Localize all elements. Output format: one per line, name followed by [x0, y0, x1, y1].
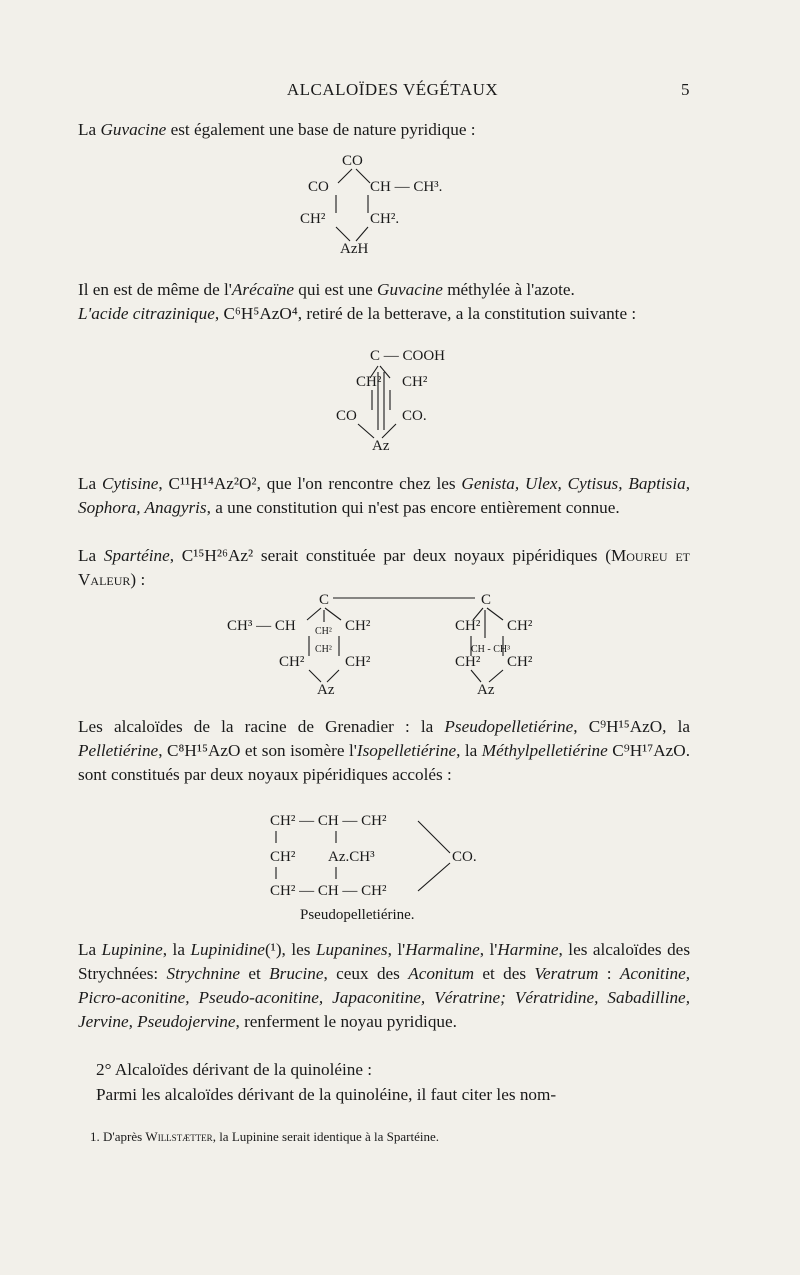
- paragraph-citrazinique: L'acide citrazinique, C⁶H⁵AzO⁴, retiré de la betterave, a la constitution suivante :: [78, 304, 637, 323]
- pp-center-mid: Az.CH³: [328, 849, 375, 865]
- pp-left-mid: CH²: [270, 849, 296, 865]
- pp-row1: CH² — CH — CH²: [270, 813, 387, 829]
- footnote-author: Willstætter: [145, 1129, 213, 1144]
- spa-r2-left-upper: CH²: [455, 618, 481, 634]
- spa-r1-inner2: CH²: [315, 644, 332, 655]
- term-sparteine: Spartéine: [103, 546, 170, 565]
- spa-r2-right-upper: CH²: [507, 618, 533, 634]
- paragraph-grenadier: Les alcaloïdes de la racine de Grenadier : la Pseudopelletiérine, C⁹H¹⁵AzO, la Pelletiérine, C⁸H¹⁵AzO et son isomère l'Isopelletiérine, la Méthylpelletiérine C⁹H¹⁷AzO. sont constitués par deux noyaux pipéridiques accolés :: [78, 717, 691, 784]
- guv-left-lower: CH²: [300, 211, 326, 227]
- pp-caption: Pseudopelletiérine.: [300, 907, 415, 923]
- formula-sparteine: [225, 588, 545, 703]
- term-arecaine: Arécaïne: [231, 280, 294, 299]
- header-title: ALCALOÏDES VÉGÉTAUX: [286, 80, 499, 99]
- spa-r2-bottom: Az: [477, 682, 495, 698]
- formula-pseudopelletierine: [270, 805, 500, 925]
- alkaloid-list: Aconitine, Picro-aconitine, Pseudo-aconitine, Japaconitine, Vératrine; Vératridine, Sabadilline, Jervine, Pseudojervine: [78, 964, 690, 1031]
- guv-left-upper: CO: [308, 179, 329, 195]
- footnote: 1. D'après Willstætter, la Lupinine serait identique à la Spartéine.: [90, 1129, 440, 1144]
- term-acide-citrazinique: L'acide citrazinique: [78, 304, 215, 323]
- term-pseudopelletierine: Pseudopelletiérine: [444, 717, 574, 736]
- term-pelletierine: Pelletiérine: [78, 741, 159, 760]
- term-methylpelletierine: Méthylpelletiérine: [481, 741, 608, 760]
- guv-bottom: AzH: [340, 241, 369, 257]
- spa-r2-left-lower: CH²: [455, 654, 481, 670]
- paragraph-quinoleine: Parmi les alcaloïdes dérivant de la quinoléine, il faut citer les nom-: [96, 1085, 557, 1104]
- formula-guvacine: [270, 145, 490, 260]
- cit-right-upper: CH²: [402, 374, 428, 390]
- pp-right: CO.: [452, 849, 477, 865]
- formula-citrazinique: [330, 342, 500, 457]
- spa-top-left: C: [319, 592, 330, 608]
- spa-r2-inner: CH - CH³: [471, 644, 511, 655]
- guv-right-lower: CH².: [370, 211, 400, 227]
- pp-row3: CH² — CH — CH²: [270, 883, 387, 899]
- cit-left-upper: CH²: [356, 374, 382, 390]
- term-guvacine: Guvacine: [100, 120, 167, 139]
- spa-r1-left-lower: CH²: [279, 654, 305, 670]
- paragraph-arecaine: Il en est de même de l'Arécaïne qui est une Guvacine méthylée à l'azote.: [78, 280, 575, 299]
- cit-left-lower: CO: [336, 408, 357, 424]
- page-number: 5: [681, 80, 690, 99]
- plant-genera: Genista, Ulex, Cytisus, Baptisia, Sophora, Anagyris: [78, 474, 690, 517]
- spa-r1-right-lower: CH²: [345, 654, 371, 670]
- spa-r1-bottom: Az: [317, 682, 335, 698]
- term-cytisine: Cytisine: [102, 474, 159, 493]
- spa-methyl: CH³ — CH: [227, 618, 296, 634]
- paragraph-cytisine: La Cytisine, C¹¹H¹⁴Az²O², que l'on rencontre chez les Genista, Ulex, Cytisus, Baptisia, Sophora, Anagyris, a une constitution qui n'est pas encore entièrement connue.: [78, 474, 690, 517]
- spa-r2-right-lower: CH²: [507, 654, 533, 670]
- paragraph-sparteine: La Spartéine, C¹⁵H²⁶Az² serait constituée par deux noyaux pipéridiques (Moureu et Valeur) :: [78, 546, 690, 589]
- cit-bottom: Az: [372, 438, 390, 454]
- spa-top-right: C: [481, 592, 492, 608]
- guv-right-upper: CH — CH³.: [370, 179, 443, 195]
- footnote-ref: (¹): [264, 940, 282, 959]
- running-header: [95, 80, 690, 102]
- authors: Moureu et Valeur: [78, 546, 690, 589]
- spa-r1-right-upper: CH²: [345, 618, 371, 634]
- section-heading-quinoleine: 2° Alcaloïdes dérivant de la quinoléine :: [96, 1060, 373, 1079]
- guv-top: CO: [342, 153, 363, 169]
- term-isopelletierine: Isopelletiérine: [356, 741, 457, 760]
- spa-r1-inner1: CH²: [315, 626, 332, 637]
- paragraph-lupinine: La Lupinine, la Lupinidine(¹), les Lupanines, l'Harmaline, l'Harmine, les alcaloïdes des Strychnées: Strychnine et Brucine, ceux des Aconitum et des Veratrum : Aconitine, Picro-aconitine, Pseudo-aconitine, Japaconitine, Vératrine; Vératridine, Sabadilline, Jervine, Pseudojervine, renferment le noyau pyridique.: [78, 940, 691, 1031]
- cit-right-lower: CO.: [402, 408, 427, 424]
- paragraph-guvacine: La Guvacine est également une base de nature pyridique :: [78, 120, 476, 139]
- term-guvacine-2: Guvacine: [377, 280, 443, 299]
- cit-top: C — COOH: [370, 348, 446, 364]
